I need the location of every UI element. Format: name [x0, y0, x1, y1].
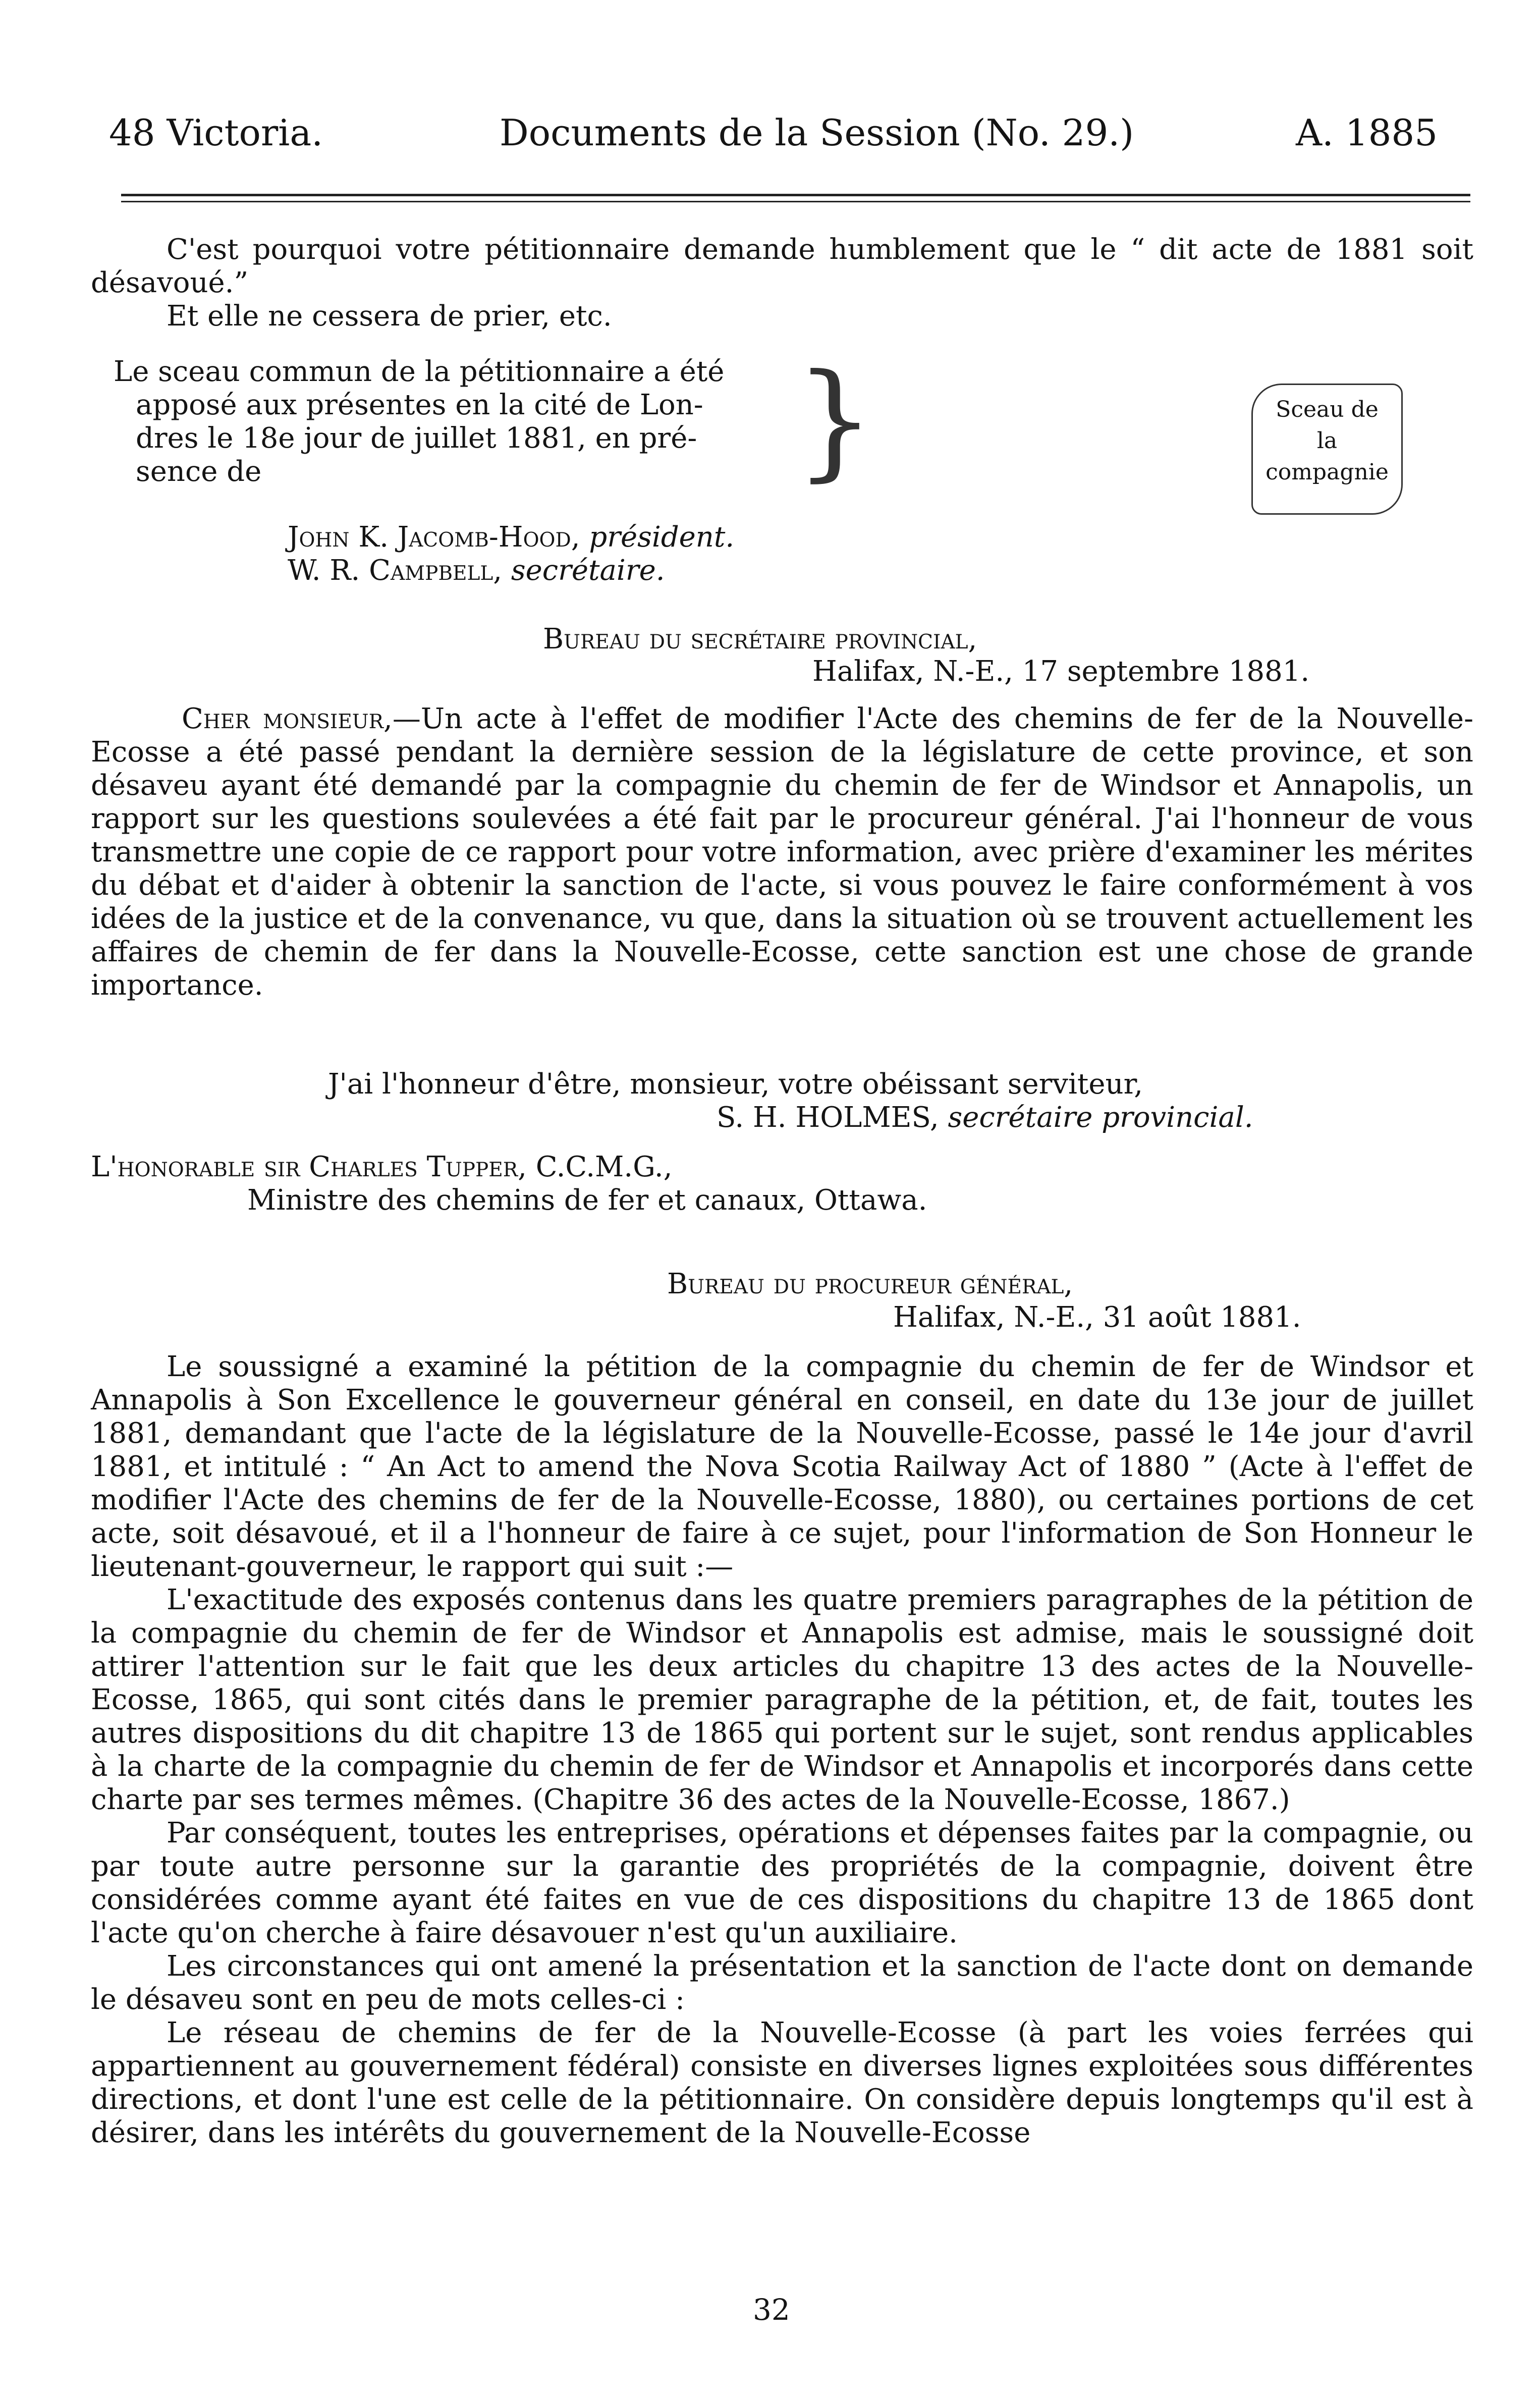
report-paragraph: L'exactitude des exposés contenus dans les quatre premiers paragraphes de la pétition de la compagnie du chemin de fer de Windsor et Annapolis est admise, mais le soussigné doit attirer l'attention sur le fait que les deux articles du chapitre 13 des actes de la Nouvelle-Ecosse, 1865, qui sont cités dans le premier paragraphe de la pétition, et, de fait, toutes les autres dispositions du dit chapitre 13 de 1865 qui portent sur le sujet, sont rendus applicables à la charte de la compagnie du chemin de fer de Windsor et Annapolis et incorporés dans cette charte par ses termes mêmes. (Chapitre 36 des actes de la Nouvelle-Ecosse, 1867.): [91, 1584, 1473, 1816]
seal-attestation: [114, 355, 835, 488]
place-date: Halifax, N.-E., 17 septembre 1881.: [812, 655, 1310, 688]
office-heading: Bureau du secrétaire provincial,: [543, 623, 977, 656]
petition-paragraph: C'est pourquoi votre pétitionnaire demande humblement que le “ dit acte de 1881 soit désavoué.”: [91, 233, 1473, 299]
letter-paragraph: [91, 702, 1473, 1002]
seal-text: Sceau de: [1276, 397, 1379, 422]
letter-text: —Un acte à l'effet de modifier l'Acte des chemins de fer de la Nouvelle-Ecosse a été passé pendant la dernière session de la législature de cette province, et son désaveu ayant été demandé par la compagnie du chemin de fer de Windsor et Annapolis, un rapport sur les questions soulevées a été fait par le procureur général. J'ai l'honneur de vous transmettre une copie de ce rapport pour votre information, avec prière d'examiner les mérites du débat et d'aider à obtenir la sanction de l'acte, si vous pouvez le faire conformément à vos idées de la justice et de la convenance, vu que, dans la situation où se trouvent actuellement les affaires de chemin de fer dans la Nouvelle-Ecosse, cette sanction est une chose de grande importance.: [91, 702, 1473, 1002]
petition-closing: Et elle ne cessera de prier, etc.: [167, 300, 612, 333]
place-date: Halifax, N.-E., 31 août 1881.: [893, 1301, 1301, 1334]
salutation: Cher monsieur,: [182, 702, 393, 735]
report-paragraph: Par conséquent, toutes les entreprises, opérations et dépenses faites par la compagnie, ou par toute autre personne sur la garantie des propriétés de la compagnie, doivent être considérées comme ayant été faites en vue de ces dispositions du chapitre 13 de 1865 dont l'acte qu'on cherche à faire désavouer n'est qu'un auxiliaire.: [91, 1817, 1473, 1949]
header-year: A. 1885: [1296, 112, 1438, 154]
seal-line: sence de: [136, 455, 262, 488]
addressee-name: L'honorable sir Charles Tupper, C.C.M.G.,: [91, 1151, 673, 1183]
seal-line: Le sceau commun de la pétitionnaire a été: [114, 355, 725, 388]
president-signature: [288, 521, 734, 554]
seal-line: apposé aux présentes en la cité de Lon-: [136, 389, 703, 421]
secretary-signature: [288, 554, 665, 587]
signer-block: [717, 1101, 1253, 1134]
report-paragraph: Le soussigné a examiné la pétition de la compagnie du chemin de fer de Windsor et Annapolis à Son Excellence le gouverneur général en conseil, en date du 13e jour de juillet 1881, demandant que l'acte de la législature de la Nouvelle-Ecosse, passé le 14e jour d'avril 1881, et intitulé : “ An Act to amend the Nova Scotia Railway Act of 1880 ” (Acte à l'effet de modifier l'Acte des chemins de fer de la Nouvelle-Ecosse, 1880), ou certaines portions de cet acte, soit désavoué, et il a l'honneur de faire à ce sujet, pour l'information de Son Honneur le lieutenant-gouverneur, le rapport qui suit :—: [91, 1350, 1473, 1583]
president-title: président.: [589, 521, 735, 554]
signer-title: secrétaire provincial.: [948, 1101, 1253, 1134]
header-volume: 48 Victoria.: [109, 112, 323, 154]
header-rule-thin: [121, 201, 1470, 202]
header-rule: [121, 194, 1470, 196]
seal-text: la: [1316, 428, 1338, 454]
seal-text: compagnie: [1266, 459, 1389, 485]
report-paragraph: Le réseau de chemins de fer de la Nouvelle-Ecosse (à part les voies ferrées qui appartiennent au gouvernement fédéral) consiste en diverses lignes exploitées sous différentes directions, et dont l'une est celle de la pétitionnaire. On considère depuis longtemps qu'il est à désirer, dans les intérêts du gouvernement de la Nouvelle-Ecosse: [91, 2016, 1473, 2149]
report-paragraph: Les circonstances qui ont amené la présentation et la sanction de l'acte dont on demande le désaveu sont en peu de mots celles-ci :: [91, 1950, 1473, 2016]
secretary-name: W. R. Campbell,: [288, 554, 503, 587]
report-body: [91, 1350, 1473, 2150]
header-title: Documents de la Session (No. 29.): [500, 112, 1134, 154]
petition-conclusion: [91, 233, 1473, 333]
addressee-title: Ministre des chemins de fer et canaux, Ottawa.: [247, 1184, 927, 1217]
company-seal: [1251, 384, 1403, 515]
seal-line: dres le 18e jour de juillet 1881, en pré-: [136, 422, 697, 455]
letter-closing: J'ai l'honneur d'être, monsieur, votre obéissant serviteur,: [328, 1068, 1143, 1101]
page-number: 32: [753, 2293, 790, 2327]
letter-body: [91, 702, 1473, 1002]
president-name: John K. Jacomb-Hood,: [288, 521, 580, 554]
secretary-title: secrétaire.: [511, 554, 665, 587]
brace-mark: }: [795, 347, 875, 494]
signer-name: S. H. HOLMES,: [717, 1101, 939, 1134]
office-heading: Bureau du procureur général,: [667, 1268, 1073, 1300]
